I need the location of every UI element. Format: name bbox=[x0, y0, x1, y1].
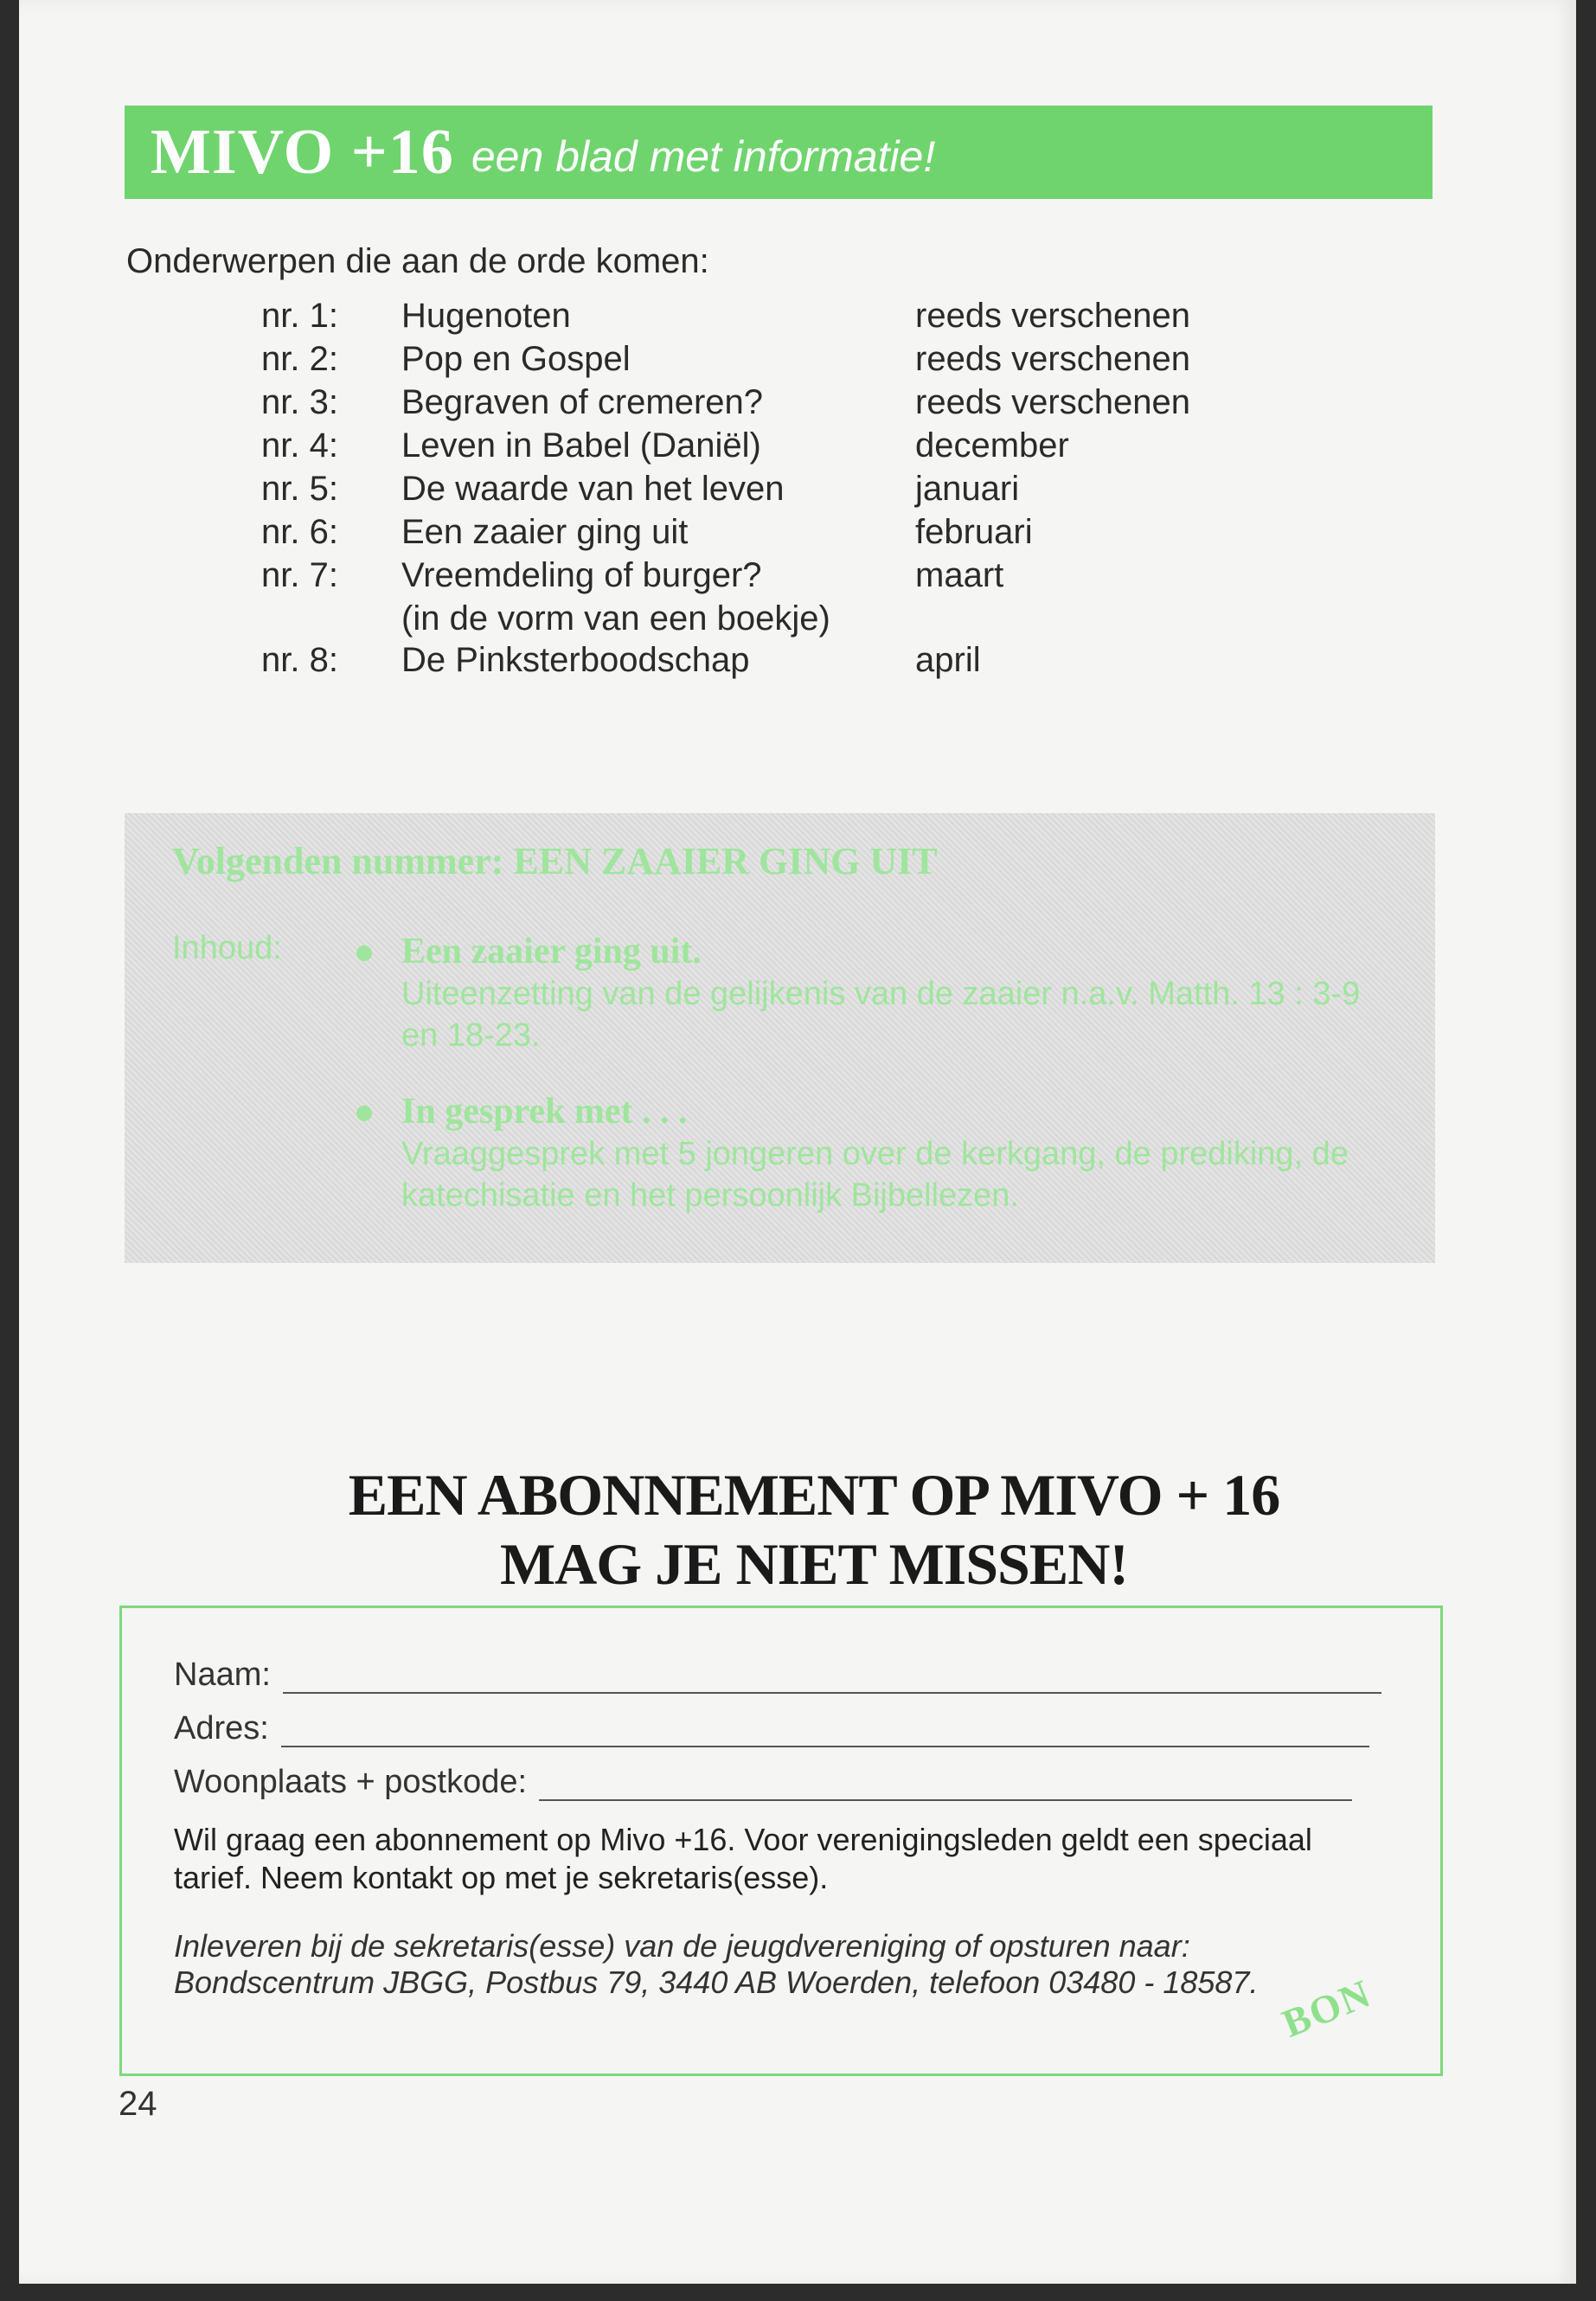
topic-status: april bbox=[915, 641, 981, 679]
contents-item bbox=[401, 930, 1396, 1056]
topic-status: januari bbox=[915, 470, 1020, 508]
topic-name: (in de vorm van een boekje) bbox=[401, 599, 830, 638]
topic-name: De Pinksterboodschap bbox=[401, 641, 750, 679]
topic-number: nr. 6: bbox=[261, 513, 338, 551]
topic-number: nr. 2: bbox=[261, 340, 338, 378]
magazine-subtitle: een blad met informatie! bbox=[471, 132, 936, 181]
city-postcode-field[interactable] bbox=[174, 1764, 1352, 1801]
topic-number: nr. 7: bbox=[261, 556, 338, 594]
topic-name: Een zaaier ging uit bbox=[401, 513, 689, 551]
topic-number: nr. 1: bbox=[261, 297, 338, 335]
subscription-headline bbox=[125, 1460, 1503, 1599]
city-postcode-input-line[interactable] bbox=[539, 1773, 1352, 1801]
address-field[interactable] bbox=[174, 1710, 1369, 1747]
topic-name: Pop en Gospel bbox=[401, 340, 631, 378]
name-label: Naam: bbox=[174, 1657, 271, 1693]
topic-number: nr. 3: bbox=[261, 383, 338, 421]
address-label: Adres: bbox=[174, 1710, 269, 1747]
address-input-line[interactable] bbox=[281, 1720, 1369, 1747]
bullet-icon bbox=[356, 945, 372, 961]
contents-item-text: Uiteenzetting van de gelijkenis van de zaaier n.a.v. Matth. 13 : 3-9 en 18-23. bbox=[401, 976, 1361, 1054]
topics-intro: Onderwerpen die aan de orde komen: bbox=[126, 242, 709, 280]
name-field[interactable] bbox=[174, 1657, 1381, 1694]
title-banner bbox=[125, 106, 1433, 199]
topic-number: nr. 4: bbox=[261, 426, 338, 465]
next-issue-heading: Volgenden nummer: EEN ZAAIER GING UIT bbox=[172, 840, 938, 882]
subscription-note: Wil graag een abonnement op Mivo +16. Voor verenigingsleden geldt een speciaal tarief. Neem kontakt op met je sekretaris(esse). bbox=[174, 1822, 1312, 1895]
topic-row bbox=[261, 467, 1299, 510]
topics-list bbox=[261, 294, 1299, 682]
page-number: 24 bbox=[119, 2085, 157, 2123]
topic-status: reeds verschenen bbox=[915, 297, 1190, 335]
topic-row-note bbox=[261, 597, 1299, 638]
topic-name: Begraven of cremeren? bbox=[401, 383, 764, 421]
contents-item bbox=[401, 1090, 1396, 1216]
topic-name: Leven in Babel (Daniël) bbox=[401, 426, 761, 465]
topic-name: Vreemdeling of burger? bbox=[401, 556, 762, 594]
contents-item-title: Een zaaier ging uit. bbox=[401, 932, 702, 971]
topic-number: nr. 8: bbox=[261, 641, 338, 679]
topic-row bbox=[261, 381, 1299, 424]
topic-row bbox=[261, 638, 1299, 682]
submission-instructions: Inleveren bij de sekretaris(esse) van de jeugdvereniging of opsturen naar: Bondscentrum JBGG, Postbus 79, 3440 AB Woerden, telefoon 03480 - 18587. bbox=[174, 1928, 1259, 2000]
topic-row bbox=[261, 337, 1299, 381]
name-input-line[interactable] bbox=[283, 1666, 1381, 1694]
subscription-coupon bbox=[119, 1606, 1443, 2076]
bon-stamp: BON bbox=[1276, 1971, 1378, 2046]
topic-name: De waarde van het leven bbox=[401, 470, 785, 508]
next-issue-box bbox=[125, 813, 1435, 1263]
topic-number: nr. 5: bbox=[261, 470, 338, 508]
contents-item-title: In gesprek met . . . bbox=[401, 1092, 688, 1131]
bullet-icon bbox=[356, 1106, 372, 1121]
topic-row bbox=[261, 424, 1299, 467]
city-postcode-label: Woonplaats + postkode: bbox=[174, 1764, 528, 1800]
topic-status: reeds verschenen bbox=[915, 340, 1190, 378]
topic-row bbox=[261, 554, 1299, 597]
magazine-title: MIVO +16 bbox=[151, 116, 454, 188]
contents-label: Inhoud: bbox=[172, 930, 282, 966]
topic-name: Hugenoten bbox=[401, 297, 571, 335]
topic-status: reeds verschenen bbox=[915, 383, 1190, 421]
topic-status: december bbox=[915, 426, 1069, 465]
topic-row bbox=[261, 294, 1299, 337]
topic-status: maart bbox=[915, 556, 1004, 594]
topic-status: februari bbox=[915, 513, 1033, 551]
headline-line-1: EEN ABONNEMENT OP MIVO + 16 bbox=[348, 1462, 1280, 1528]
headline-line-2: MAG JE NIET MISSEN! bbox=[500, 1531, 1128, 1597]
page bbox=[19, 0, 1576, 2284]
topic-row bbox=[261, 510, 1299, 554]
contents-item-text: Vraaggesprek met 5 jongeren over de kerkgang, de prediking, de katechisatie en het persoonlijk Bijbellezen. bbox=[401, 1136, 1349, 1214]
